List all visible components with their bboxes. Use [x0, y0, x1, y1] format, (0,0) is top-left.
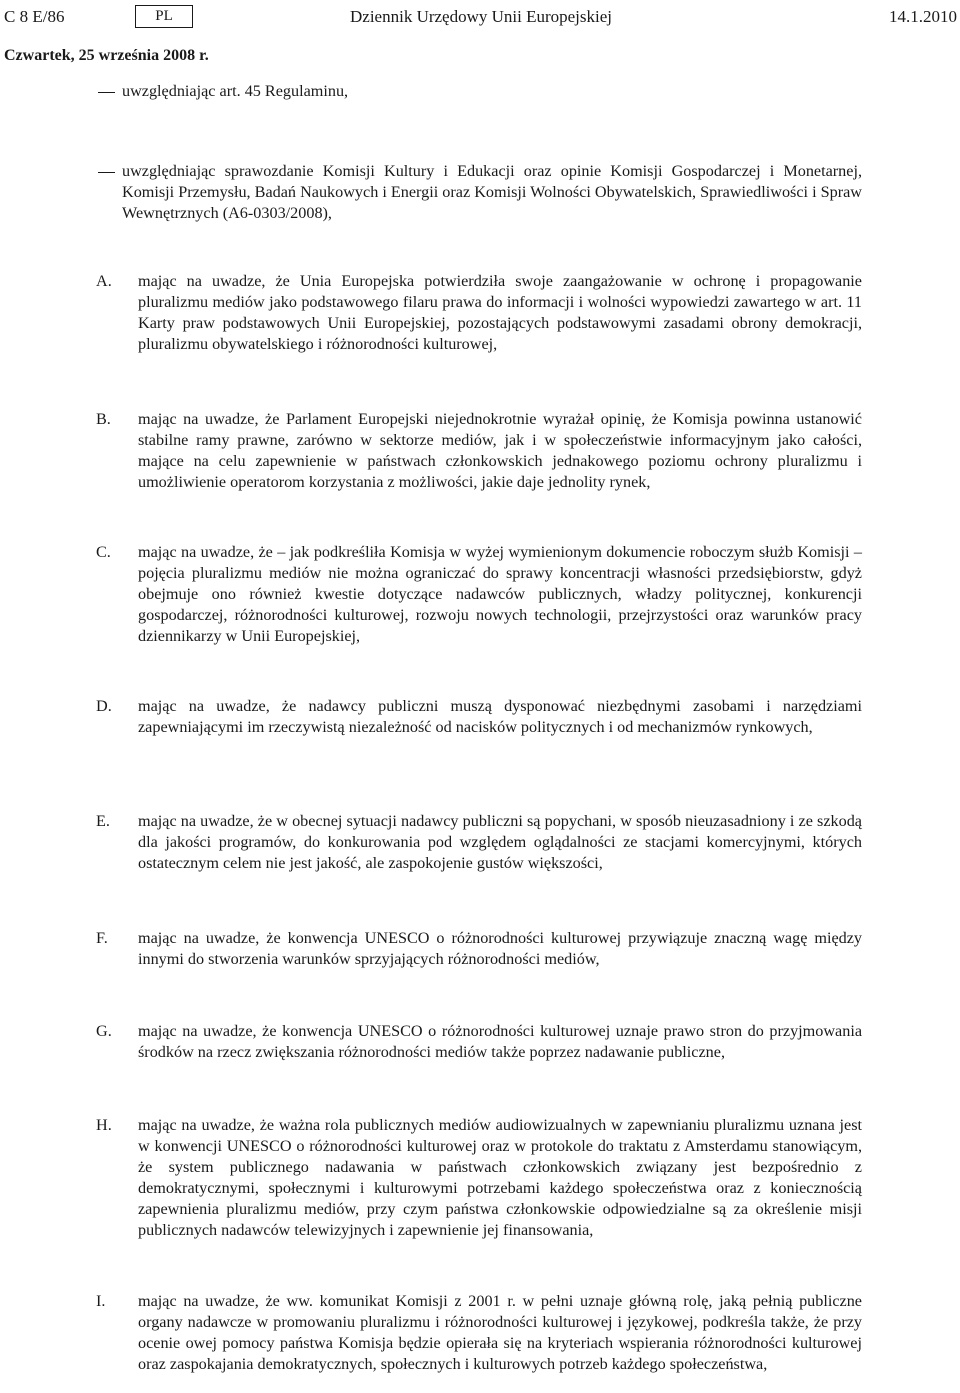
recital-item — [96, 696, 862, 738]
citation-text: uwzględniając sprawozdanie Komisji Kultury i Edukacji oraz opinie Komisji Gospodarczej i Monetarnej, Komisji Przemysłu, Badań Naukowych i Energii oraz Komisji Wolności Obywatelskich, Sprawiedliwości i Spraw Wewnętrznych (A6-0303/2008), — [122, 162, 862, 222]
recital-letter: C. — [96, 543, 111, 561]
recital-text: mając na uwadze, że – jak podkreśliła Komisja w wyżej wymienionym dokumencie roboczym służb Komisji – pojęcia pluralizmu mediów nie można ograniczać do sprawy koncentracji własności przedsiębiorstw, gdyż obejmuje ono również kwestie dotyczące nadawców publicznych, władzy politycznej, konkurencji gospodarczej, różnorodności kulturowej, rozwoju nowych technologii, przejrzystości oraz warunków pracy dziennikarzy w Unii Europejskiej, — [138, 543, 862, 645]
sitting-date: Czwartek, 25 września 2008 r. — [4, 47, 209, 64]
recital-item — [96, 1021, 862, 1063]
recital-item — [96, 271, 862, 355]
recital-letter: D. — [96, 697, 112, 715]
recital-text: mając na uwadze, że w obecnej sytuacji nadawcy publiczni są popychani, w sposób nieuzasadniony i ze szkodą dla jakości programów, do konkurowania pod względem oglądalności ze stacjami komercyjnymi, których ostatecznym celem nie jest jakość, ale zaspokojenie gustów większości, — [138, 812, 862, 872]
citation-item — [96, 161, 862, 224]
journal-title: Dziennik Urzędowy Unii Europejskiej — [350, 7, 613, 26]
citation-item — [96, 81, 862, 102]
recital-letter: G. — [96, 1022, 112, 1040]
issue-date: 14.1.2010 — [889, 7, 957, 26]
recital-letter: I. — [96, 1292, 106, 1310]
recital-letter: F. — [96, 929, 108, 947]
recital-item — [96, 1115, 862, 1241]
recital-item — [96, 409, 862, 493]
recital-item — [96, 811, 862, 874]
recital-text: mając na uwadze, że nadawcy publiczni muszą dysponować niezbędnymi zasobami i narzędziami zapewniającymi im rzeczywistą niezależność od nacisków politycznych i od mechanizmów rynkowych, — [138, 697, 862, 736]
recital-text: mając na uwadze, że Parlament Europejski niejednokrotnie wyrażał opinię, że Komisja powinna ustanowić stabilne ramy prawne, zarówno w sektorze mediów, jak i w społeczeństwie informacyjnym jako całości, mające na celu zapewnienie w państwach członkowskich jednakowego poziomu ochrony pluralizmu i umożliwienie operatorom korzystania z możliwości, jakie daje jednolity rynek, — [138, 410, 862, 491]
page-header — [0, 2, 960, 32]
recital-letter: B. — [96, 410, 111, 428]
page-reference: C 8 E/86 — [4, 7, 65, 26]
recital-text: mając na uwadze, że ważna rola publicznych mediów audiowizualnych w zapewnianiu pluralizmu uznana jest w konwencji UNESCO o różnorodności kulturowej oraz w protokole do traktatu z Amsterdamu stanowiącym, że system publicznego nadawania w państwach członkowskich związany jest bezpośrednio z demokratycznymi, społecznymi i kulturowymi potrzebami każdego społeczeństwa oraz z koniecznością zapewnienia pluralizmu mediów, przy czym państwa członkowskie odpowiedzialne są za określenie misji publicznych nadawców telewizyjnych i zapewnienie jej finansowania, — [138, 1116, 862, 1239]
recital-text: mając na uwadze, że konwencja UNESCO o różnorodności kulturowej uznaje prawo stron do przyjmowania środków na rzecz zwiększania różnorodności mediów także poprzez nadawanie publiczne, — [138, 1022, 862, 1061]
recital-text: mając na uwadze, że Unia Europejska potwierdziła swoje zaangażowanie w ochronę i propagowanie pluralizmu mediów jako podstawowego filaru prawa do informacji i wolności wypowiedzi zawartego w art. 11 Karty praw podstawowych Unii Europejskiej, pozostających podstawowymi zasadami obrony demokracji, pluralizmu obywatelskiego i różnorodności kulturowej, — [138, 272, 862, 353]
recital-text: mając na uwadze, że konwencja UNESCO o różnorodności kulturowej przywiązuje znaczną wagę między innymi do stworzenia warunków sprzyjających różnorodności mediów, — [138, 929, 862, 968]
recital-text: mając na uwadze, że ww. komunikat Komisji z 2001 r. w pełni uznaje główną rolę, jaką pełnią publiczne organy nadawcze w promowaniu pluralizmu i różnorodności kulturowej i językowej, podkreśla także, że przy ocenie owej pomocy państwa Komisja będzie opierała się na kryteriach wspierania różnorodności kulturowej oraz zaspokajania demokratycznych, społecznych i kulturowych potrzeb każdego społeczeństwa, — [138, 1292, 862, 1373]
recital-letter: H. — [96, 1116, 112, 1134]
recital-letter: A. — [96, 272, 112, 290]
recital-item — [96, 1291, 862, 1375]
recital-item — [96, 928, 862, 970]
citation-text: uwzględniając art. 45 Regulaminu, — [122, 82, 349, 100]
language-box: PL — [135, 5, 193, 28]
recital-letter: E. — [96, 812, 110, 830]
recital-item — [96, 542, 862, 647]
